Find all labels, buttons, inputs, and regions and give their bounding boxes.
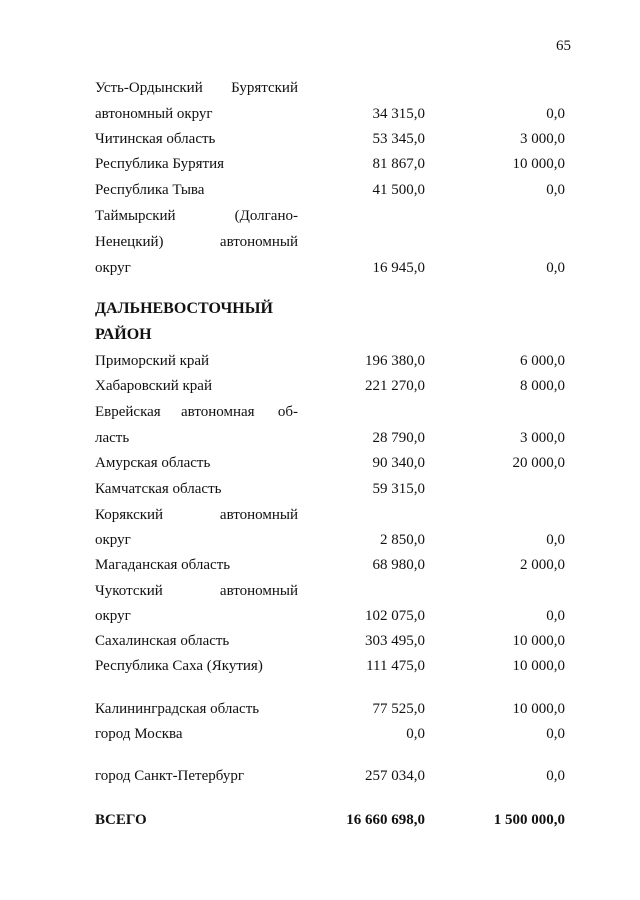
table-row	[0, 631, 640, 651]
label-part: автономный	[219, 583, 298, 599]
value-col1: 257 034,0	[365, 768, 425, 784]
value-col1: 28 790,0	[372, 430, 425, 446]
table-row	[0, 104, 640, 124]
value-col2: 0,0	[546, 182, 565, 198]
row-label: Республика Тыва	[95, 182, 205, 198]
label-part: автономный	[219, 507, 298, 523]
value-col2: 10 000,0	[512, 701, 565, 717]
label-part: Ненецкий)	[95, 234, 164, 250]
row-label: Хабаровский край	[95, 378, 212, 394]
value-col1: 2 850,0	[380, 532, 425, 548]
label-part: Усть-Ордынский	[95, 80, 203, 96]
table-row	[0, 402, 640, 422]
row-label: город Санкт-Петербург	[95, 768, 244, 784]
label-part: автономная	[181, 404, 255, 420]
table-row	[0, 258, 640, 278]
table-row	[0, 428, 640, 448]
row-label: Камчатская область	[95, 481, 222, 497]
label-part: Бурятский	[231, 80, 298, 96]
total-row	[0, 810, 640, 830]
value-col1: 34 315,0	[372, 106, 425, 122]
total-label: ВСЕГО	[95, 812, 147, 828]
row-label: округ	[95, 260, 131, 276]
table-row	[0, 129, 640, 149]
value-col1: 41 500,0	[372, 182, 425, 198]
table-row	[0, 78, 640, 98]
table-row	[0, 479, 640, 499]
table-row	[0, 206, 640, 226]
section-heading	[0, 325, 640, 345]
value-col2: 10 000,0	[512, 156, 565, 172]
table-row	[0, 555, 640, 575]
table-row	[0, 351, 640, 371]
table-row	[0, 724, 640, 744]
section-heading-line: ДАЛЬНЕВОСТОЧНЫЙ	[95, 300, 273, 317]
value-col1: 53 345,0	[372, 131, 425, 147]
row-label: Калининградская область	[95, 701, 260, 717]
table-row	[0, 232, 640, 252]
value-col1: 303 495,0	[365, 633, 425, 649]
row-label: ласть	[95, 430, 130, 446]
row-label: Сахалинская область	[95, 633, 230, 649]
value-col2: 6 000,0	[520, 353, 565, 369]
total-col2: 1 500 000,0	[493, 812, 565, 828]
value-col1: 102 075,0	[365, 608, 425, 624]
value-col1: 111 475,0	[366, 658, 425, 674]
value-col1: 81 867,0	[372, 156, 425, 172]
table-row	[0, 505, 640, 525]
row-label: Республика Саха (Якутия)	[95, 658, 263, 674]
row-label: Республика Бурятия	[95, 156, 225, 172]
table-row	[0, 154, 640, 174]
value-col2: 0,0	[546, 608, 565, 624]
table-row	[0, 606, 640, 626]
value-col2: 2 000,0	[520, 557, 565, 573]
table-row	[0, 699, 640, 719]
value-col2: 0,0	[546, 768, 565, 784]
label-part: Чукотский	[95, 583, 163, 599]
label-part: Корякский	[95, 507, 164, 523]
label-part: об-	[277, 404, 298, 420]
value-col2: 10 000,0	[512, 658, 565, 674]
row-label: округ	[95, 608, 131, 624]
value-col1: 68 980,0	[372, 557, 425, 573]
label-part: автономный	[219, 234, 298, 250]
table-row	[0, 453, 640, 473]
row-label: Читинская область	[95, 131, 216, 147]
row-label: город Москва	[95, 726, 183, 742]
value-col1: 221 270,0	[365, 378, 425, 394]
value-col1: 90 340,0	[372, 455, 425, 471]
value-col2: 20 000,0	[512, 455, 565, 471]
label-part: Еврейская	[95, 404, 161, 420]
value-col2: 10 000,0	[512, 633, 565, 649]
value-col1: 77 525,0	[372, 701, 425, 717]
table-row	[0, 180, 640, 200]
table-row	[0, 376, 640, 396]
section-heading-line: РАЙОН	[95, 326, 152, 343]
row-label: округ	[95, 532, 131, 548]
value-col2: 0,0	[546, 106, 565, 122]
value-col1: 196 380,0	[365, 353, 425, 369]
value-col2: 0,0	[546, 260, 565, 276]
table-row	[0, 656, 640, 676]
row-label: Амурская область	[95, 455, 211, 471]
value-col2: 3 000,0	[520, 430, 565, 446]
value-col2: 0,0	[546, 532, 565, 548]
row-label: Магаданская область	[95, 557, 231, 573]
row-label: автономный округ	[95, 106, 213, 122]
label-part: (Долгано-	[234, 208, 298, 224]
table-row	[0, 530, 640, 550]
table-row	[0, 766, 640, 786]
total-col1: 16 660 698,0	[346, 812, 425, 828]
value-col1: 0,0	[406, 726, 425, 742]
value-col2: 8 000,0	[520, 378, 565, 394]
value-col2: 0,0	[546, 726, 565, 742]
section-heading	[0, 299, 640, 319]
value-col2: 3 000,0	[520, 131, 565, 147]
value-col1: 59 315,0	[372, 481, 425, 497]
value-col1: 16 945,0	[372, 260, 425, 276]
label-part: Таймырский	[95, 208, 176, 224]
row-label: Приморский край	[95, 353, 210, 369]
table-row	[0, 581, 640, 601]
page-number: 65	[556, 38, 571, 54]
